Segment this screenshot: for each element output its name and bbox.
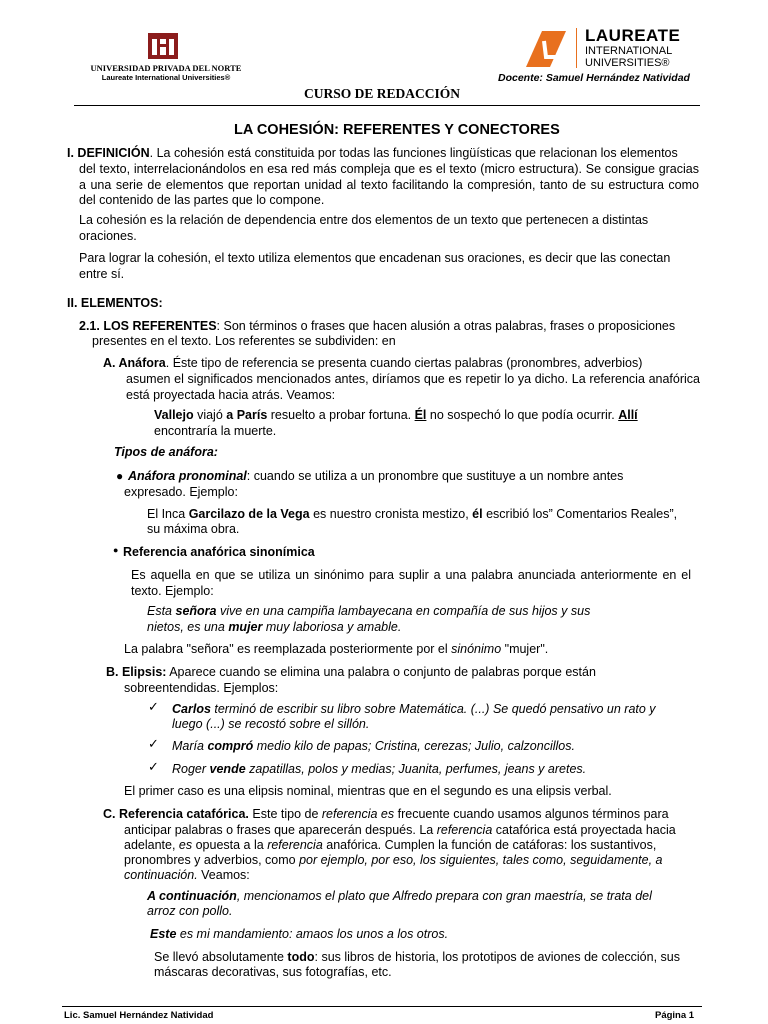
elipsis-example3: Roger vende zapatillas, polos y medias; Juanita, perfumes, jeans y aretes. [172, 762, 587, 776]
example-todo-line2: máscaras decorativas, sus fotografías, etc. [154, 965, 392, 979]
tipos-anafora-heading: Tipos de anáfora: [114, 445, 218, 459]
anafora-pronominal-line2: expresado. Ejemplo: [124, 485, 238, 499]
example-senora-line2: nietos, es una mujer muy laboriosa y amable. [147, 620, 402, 634]
cataforica-line3: adelante, es opuesta a la referencia anafórica. Cumplen la función de catáforas: los sustantivos, [124, 838, 657, 852]
referencia-sinonimica-text: Es aquella en que se utiliza un sinónimo para suplir a una palabra anunciada anteriormente en el texto. Ejemplo: [131, 568, 691, 598]
elipsis-line2: sobreentendidas. Ejemplos: [124, 681, 279, 695]
example-garcilazo: El Inca Garcilazo de la Vega es nuestro cronista mestizo, él escribió los” Comentarios Reales”, [147, 507, 678, 521]
cataforica-line4: pronombres y adverbios, como por ejemplo, por eso, los siguientes, tales como, seguidamente, a [124, 853, 663, 867]
section1-para2: La cohesión es la relación de dependencia entre dos elementos de un texto que pertenecen a distintas oraciones. [79, 213, 649, 243]
example-senora-line1: Esta señora vive en una campiña lambayecana en compañía de sus hijos y sus [147, 604, 591, 618]
anafora-line2: asumen el significados mencionados antes, diríamos que es repetir lo ya dicho. La referencia anafórica está proyectada hacia atrás. Veamos: [126, 372, 700, 402]
example-este: Este es mi mandamiento: amaos los unos a los otros. [150, 927, 449, 941]
bullet-icon: ● [116, 469, 124, 483]
example-vallejo-line2: encontraría la muerte. [154, 424, 277, 438]
section1-line1: I. DEFINICIÓN. La cohesión está constituida por todas las funciones lingüísticas que relacionan los elementos [67, 146, 678, 160]
referencia-sinonimica-heading: Referencia anafórica sinonímica [123, 545, 315, 559]
checkmark-icon: ✓ [148, 736, 159, 751]
anafora-pronominal-line1: Anáfora pronominal: cuando se utiliza a un pronombre que sustituye a un nombre antes [128, 469, 624, 483]
referentes-line2: presentes en el texto. Los referentes se subdividen: en [92, 334, 396, 348]
section1-para3: Para lograr la cohesión, el texto utiliza elementos que encadenan sus oraciones, es decir que las conectan entre sí. [79, 251, 671, 281]
footer-rule [62, 1006, 702, 1007]
example-todo-line1: Se llevó absolutamente todo: sus libros de historia, los prototipos de aviones de colección, sus [154, 950, 680, 964]
upn-logo [148, 33, 178, 59]
laureate-line2: UNIVERSITIES® [585, 57, 670, 69]
cataforica-line1: C. Referencia catafórica. Este tipo de referencia es frecuente cuando usamos algunos términos para [103, 807, 669, 821]
cataforica-line2: anticipar palabras o frases que aparecerán después. La referencia catafórica está proyectada hacia [124, 823, 676, 837]
laureate-title: LAUREATE [585, 26, 681, 45]
university-name: UNIVERSIDAD PRIVADA DEL NORTE [90, 63, 242, 73]
cataforica-line5: continuación. Veamos: [124, 868, 250, 882]
elipsis-line1: B. Elipsis: Aparece cuando se elimina una palabra o conjunto de palabras porque están [106, 665, 596, 679]
elipsis-example2: María compró medio kilo de papas; Cristina, cerezas; Julio, calzoncillos. [172, 739, 575, 753]
laureate-line1: INTERNATIONAL [585, 45, 673, 57]
elipsis-label: B. Elipsis: [106, 665, 167, 679]
section2-heading: II. ELEMENTOS: [67, 296, 163, 310]
bullet-icon: ● [113, 545, 119, 555]
laureate-logo-icon [522, 27, 568, 69]
university-subtitle: Laureate International Universities® [101, 73, 231, 82]
sinonimo-note: La palabra "señora" es reemplazada posteriormente por el sinónimo "mujer". [124, 642, 549, 656]
example-continuacion-line1: A continuación, mencionamos el plato que Alfredo prepara con gran maestría, se trata del [147, 889, 652, 903]
example-vallejo: Vallejo viajó a París resuelto a probar fortuna. Él no sospechó lo que podía ocurrir. Allí [154, 408, 638, 422]
section1-label: I. DEFINICIÓN [67, 146, 150, 160]
cataforica-label: C. Referencia catafórica. [103, 807, 249, 821]
laureate-divider [576, 28, 577, 68]
referentes-label: 2.1. LOS REFERENTES [79, 319, 217, 333]
example-garcilazo-line2: su máxima obra. [147, 522, 240, 536]
elipsis-example1-line2: luego (...) se recostó sobre el sillón. [172, 717, 370, 731]
referentes-line1: 2.1. LOS REFERENTES: Son términos o frases que hacen alusión a otras palabras, frases o proposiciones [79, 319, 676, 333]
elipsis-note: El primer caso es una elipsis nominal, mientras que en el segundo es una elipsis verbal. [124, 784, 612, 798]
anafora-line1: A. Anáfora. Éste tipo de referencia se presenta cuando ciertas palabras (pronombres, adverbios) [103, 356, 643, 370]
anafora-label: A. Anáfora [103, 356, 166, 370]
document-title: LA COHESIÓN: REFERENTES Y CONECTORES [234, 122, 560, 138]
header-rule [74, 105, 700, 106]
checkmark-icon: ✓ [148, 699, 159, 714]
course-title: CURSO DE REDACCIÓN [304, 86, 461, 101]
footer-author: Lic. Samuel Hernández Natividad [64, 1010, 214, 1021]
footer-page-number: Página 1 [655, 1010, 695, 1021]
example-continuacion-line2: arroz con pollo. [147, 904, 233, 918]
section1-para1: del texto, interrelacionándolos en esa red más compleja que es el texto (micro estructura). Se consigue gracias a una serie de elementos que reportan unidad al texto facilitando la compresión, tanto de su estructura como del contenido de las partes que lo compone. [79, 162, 699, 207]
checkmark-icon: ✓ [148, 759, 159, 774]
docente-label: Docente: Samuel Hernández Natividad [498, 72, 690, 84]
elipsis-example1-line1: Carlos terminó de escribir su libro sobre Matemática. (...) Se quedó pensativo un rato y [172, 702, 656, 716]
